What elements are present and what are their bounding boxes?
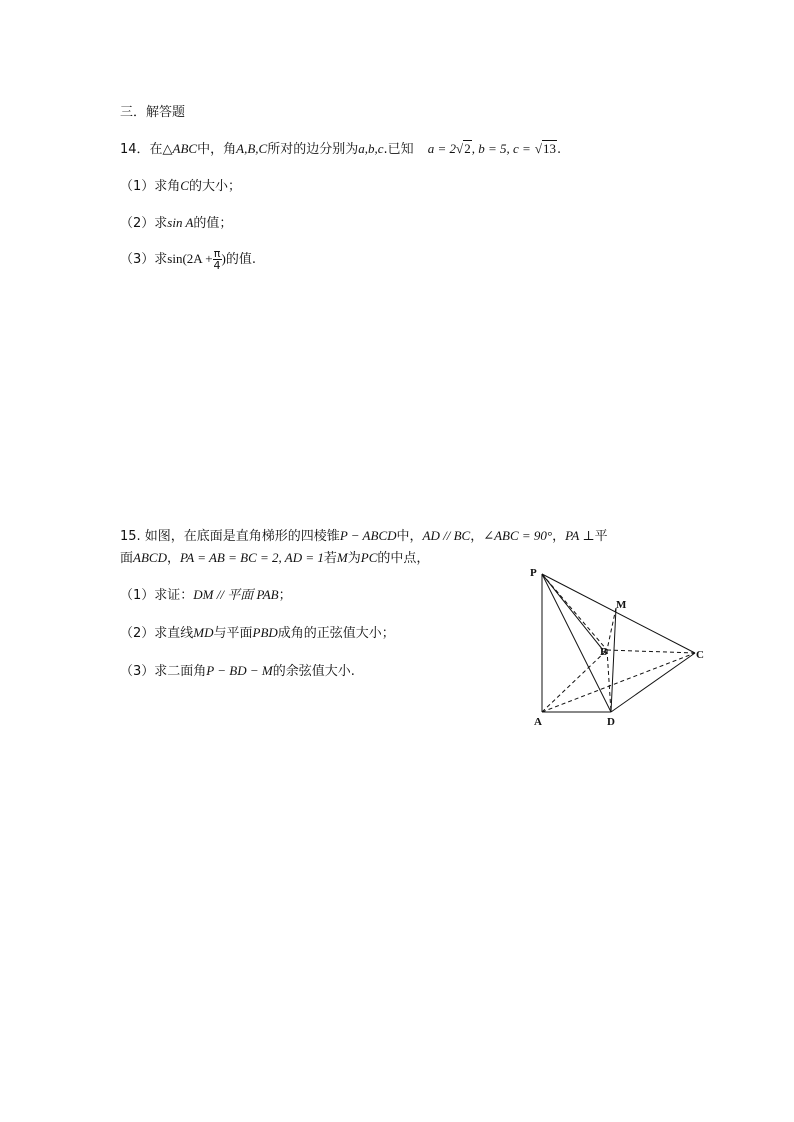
q14-part3: （3）求sin(2A + $\frac{\pi}{4}$ )的值.: [120, 247, 257, 272]
q15-part2: （2）求直线MD与平面PBD成角的正弦值大小；: [120, 625, 395, 641]
label-M: M: [616, 599, 627, 611]
q15-part1: （1）求证：DM // 平面 PAB；: [120, 587, 292, 603]
q14-part2: （2）求sin A的值；: [120, 215, 233, 231]
q15-stem-line2: 面ABCD，PA = AB = BC = 2, AD = 1若M为PC的中点，: [120, 550, 430, 566]
q15-part3: （3）求二面角P − BD − M的余弦值大小.: [120, 663, 355, 679]
edge-DC: [611, 653, 695, 712]
edge-PC: [542, 574, 695, 653]
label-B: B: [600, 646, 608, 658]
edge-BC: [607, 650, 695, 653]
label-C: C: [696, 649, 704, 661]
label-A: A: [534, 716, 542, 728]
pi-over-4-fraction: $\frac{\pi}{4}$: [213, 247, 221, 272]
label-P: P: [530, 567, 537, 579]
q14-part1: （1）求角C的大小；: [120, 178, 241, 194]
edge-AC: [542, 653, 695, 712]
section-title: 三．解答题: [120, 105, 186, 120]
edge-PD: [542, 574, 611, 712]
edge-AB: [542, 650, 607, 712]
edge-BD: [607, 650, 611, 712]
pyramid-figure: [525, 562, 715, 732]
edge-MD: [611, 608, 616, 712]
q14-stem: 14．在△ABC中，角A,B,C所对的边分别为a,b,c.已知 a = 2√2, b = 5, c = √13.: [120, 141, 562, 157]
label-D: D: [607, 716, 615, 728]
q15-stem-line1: 15. 如图，在底面是直角梯形的四棱锥P − ABCD中，AD // BC，∠ABC = 90°，PA ⊥平: [120, 528, 608, 544]
